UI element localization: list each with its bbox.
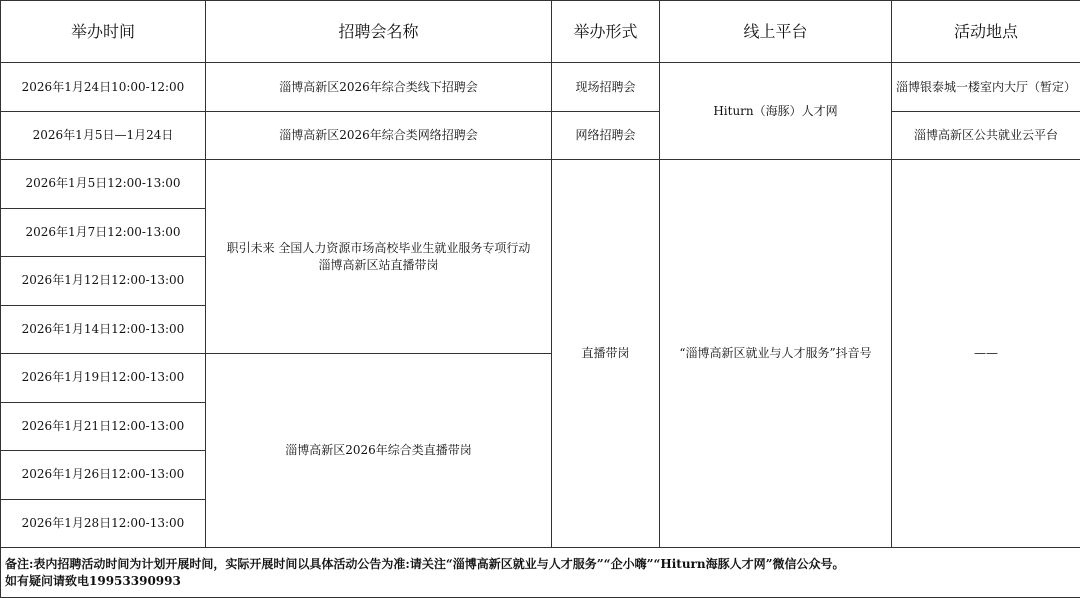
event-name: 淄博高新区2026年综合类线下招聘会 xyxy=(206,63,552,112)
footnote-contact: 如有疑问请致电19953390993 xyxy=(5,573,1076,590)
event-time: 2026年1月5日—1月24日 xyxy=(1,112,206,160)
event-platform: Hiturn（海豚）人才网 xyxy=(660,63,892,160)
live-event-name-general: 淄博高新区2026年综合类直播带岗 xyxy=(206,354,552,548)
header-platform: 线上平台 xyxy=(660,1,892,63)
live-time: 2026年1月12日12:00-13:00 xyxy=(1,257,206,306)
live-time: 2026年1月28日12:00-13:00 xyxy=(1,499,206,548)
live-event-platform: “淄博高新区就业与人才服务”抖音号 xyxy=(660,160,892,548)
event-time: 2026年1月24日10:00-12:00 xyxy=(1,63,206,112)
live-event-name-line: 职引未来 全国人力资源市场高校毕业生就业服务专项行动 xyxy=(210,240,547,257)
live-event-form: 直播带岗 xyxy=(552,160,660,548)
table-row xyxy=(1,112,1080,160)
live-time: 2026年1月7日12:00-13:00 xyxy=(1,208,206,257)
note-row xyxy=(1,548,1080,598)
event-form: 现场招聘会 xyxy=(552,63,660,112)
live-time: 2026年1月21日12:00-13:00 xyxy=(1,402,206,451)
live-event-location: —— xyxy=(892,160,1080,548)
header-form: 举办形式 xyxy=(552,1,660,63)
header-name: 招聘会名称 xyxy=(206,1,552,63)
header-row xyxy=(1,1,1080,63)
live-time: 2026年1月14日12:00-13:00 xyxy=(1,305,206,354)
live-time: 2026年1月19日12:00-13:00 xyxy=(1,354,206,403)
event-name: 淄博高新区2026年综合类网络招聘会 xyxy=(206,112,552,160)
live-time: 2026年1月5日12:00-13:00 xyxy=(1,160,206,209)
table-row xyxy=(1,160,1080,209)
table-row xyxy=(1,63,1080,112)
live-event-name-campus xyxy=(206,160,552,354)
event-location: 淄博高新区公共就业云平台 xyxy=(892,112,1080,160)
live-time: 2026年1月26日12:00-13:00 xyxy=(1,451,206,500)
event-form: 网络招聘会 xyxy=(552,112,660,160)
event-location: 淄博银泰城一楼室内大厅（暂定） xyxy=(892,63,1080,112)
live-event-name-line: 淄博高新区站直播带岗 xyxy=(210,257,547,274)
header-location: 活动地点 xyxy=(892,1,1080,63)
footnote xyxy=(1,548,1080,598)
header-time: 举办时间 xyxy=(1,1,206,63)
footnote-text: 备注:表内招聘活动时间为计划开展时间，实际开展时间以具体活动公告为准:请关注“淄博高新区就业与人才服务”“企小嗨”“Hiturn海豚人才网”微信公众号。 xyxy=(5,556,1076,573)
